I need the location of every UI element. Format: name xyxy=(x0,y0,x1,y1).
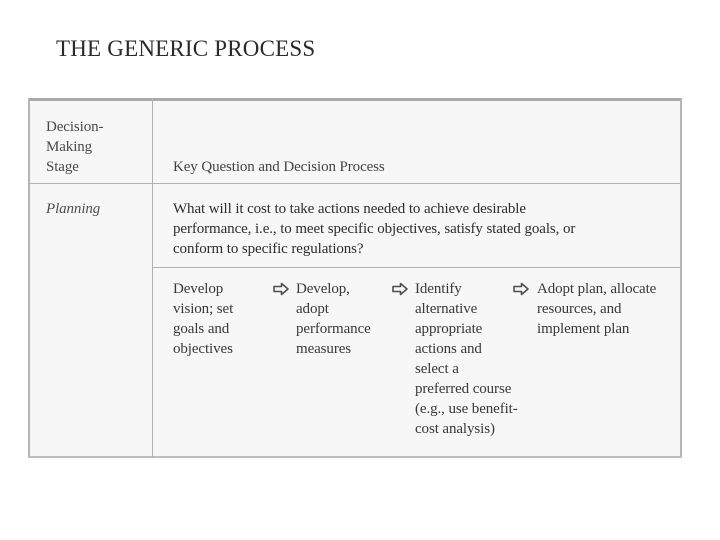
right-outline-arrow-icon xyxy=(272,281,290,297)
column-divider xyxy=(152,98,153,458)
decision-process-table xyxy=(28,98,682,458)
slide-title: THE GENERIC PROCESS xyxy=(56,36,316,61)
table-top-border xyxy=(28,98,682,101)
process-step-2: Develop, adopt performance measures xyxy=(296,281,371,357)
process-step-3: Identify alternative appropriate actions and select a preferred course (e.g., use benefit- cost analysis) xyxy=(415,281,518,437)
process-steps-divider xyxy=(152,267,682,268)
header-divider xyxy=(28,183,682,184)
key-question-text: What will it cost to take actions needed to achieve desirable performance, i.e., to meet specific objectives, satisfy stated goals, or conform to specific regulations? xyxy=(173,201,576,257)
table-left-border xyxy=(28,98,30,458)
process-step-4: Adopt plan, allocate resources, and implement plan xyxy=(537,281,657,337)
planning-stage-label: Planning xyxy=(46,201,101,217)
table-bottom-border xyxy=(28,456,682,458)
right-outline-arrow-icon xyxy=(391,281,409,297)
process-step-1: Develop vision; set goals and objectives xyxy=(173,281,234,357)
key-question-header: Key Question and Decision Process xyxy=(173,159,385,175)
decision-stage-header: Decision- Making Stage xyxy=(46,119,104,175)
right-outline-arrow-icon xyxy=(512,281,530,297)
table-right-border xyxy=(680,98,682,458)
